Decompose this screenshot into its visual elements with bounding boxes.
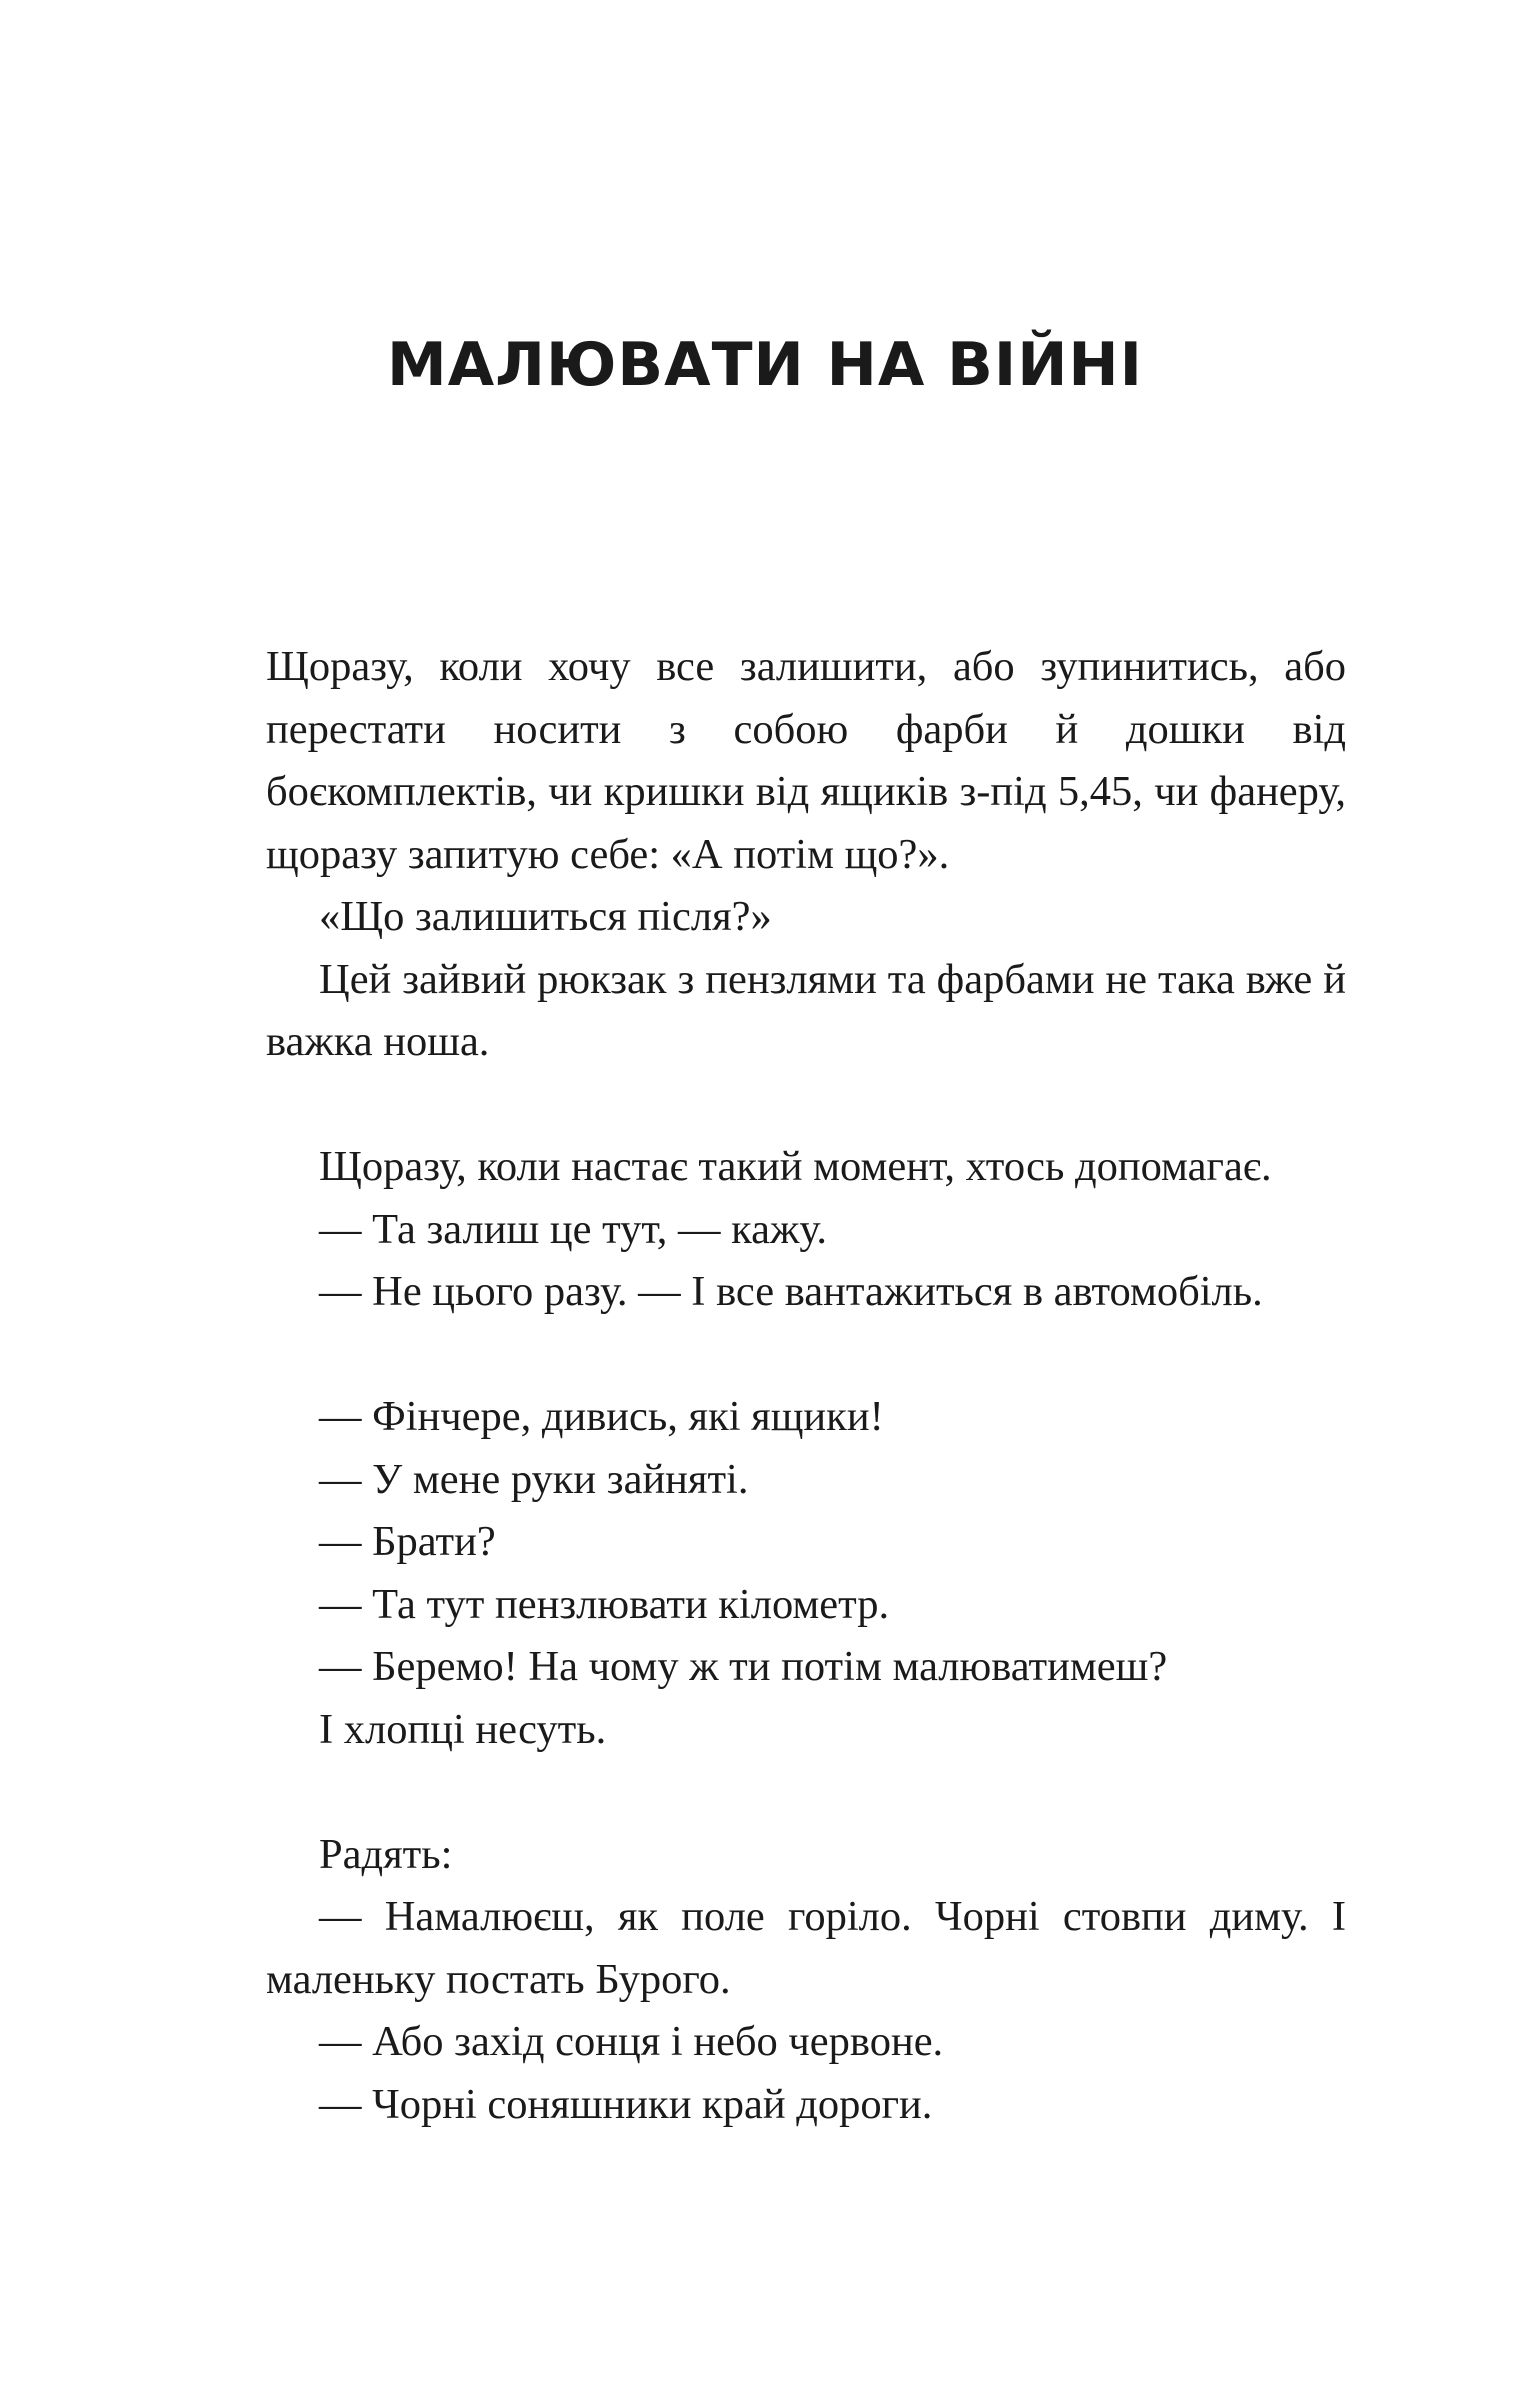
dialogue-line: — Чорні соняшники край дороги. — [319, 2080, 933, 2128]
paragraph: Щоразу, коли хочу все залишити, або зупинитись, або перестати носити з собою фарби й дошки від боєкомплектів, чи кришки від ящиків з-під 5,45, чи фанеру, щоразу запитую себе: «А потім що?». — [266, 643, 1346, 878]
paragraph: Радять: — [319, 1830, 453, 1878]
dialogue-line: — Намалюєш, як поле горіло. Чорні стовпи диму. І маленьку постать Бурого. — [266, 1893, 1346, 2003]
dialogue-line: — Або захід сонця і небо червоне. — [319, 2018, 944, 2065]
dialogue-line: — Та залиш це тут, — кажу. — [319, 1205, 827, 1253]
paragraph: «Що залишиться після?» — [319, 893, 772, 940]
paragraph: Щоразу, коли настає такий момент, хтось допомагає. — [319, 1143, 1272, 1190]
chapter-body — [266, 636, 1346, 2136]
chapter-title: МАЛЮВАТИ НА ВІЙНІ — [387, 330, 1143, 400]
paragraph: Цей зайвий рюкзак з пензлями та фарбами не така вже й важка ноша. — [266, 955, 1346, 1065]
section-break — [266, 1324, 1346, 1387]
dialogue-line: — Фінчере, дивись, які ящики! — [319, 1393, 884, 1440]
paragraph: І хлопці несуть. — [319, 1705, 607, 1753]
dialogue-line: — Брати? — [319, 1518, 496, 1565]
section-break — [266, 1074, 1346, 1137]
section-break — [266, 1761, 1346, 1824]
dialogue-line: — Не цього разу. — І все вантажиться в автомобіль. — [319, 1268, 1263, 1315]
dialogue-line: — Беремо! На чому ж ти потім малюватимеш? — [319, 1643, 1168, 1690]
dialogue-line: — Та тут пензлювати кілометр. — [319, 1580, 890, 1628]
dialogue-line: — У мене руки зайняті. — [319, 1455, 749, 1503]
